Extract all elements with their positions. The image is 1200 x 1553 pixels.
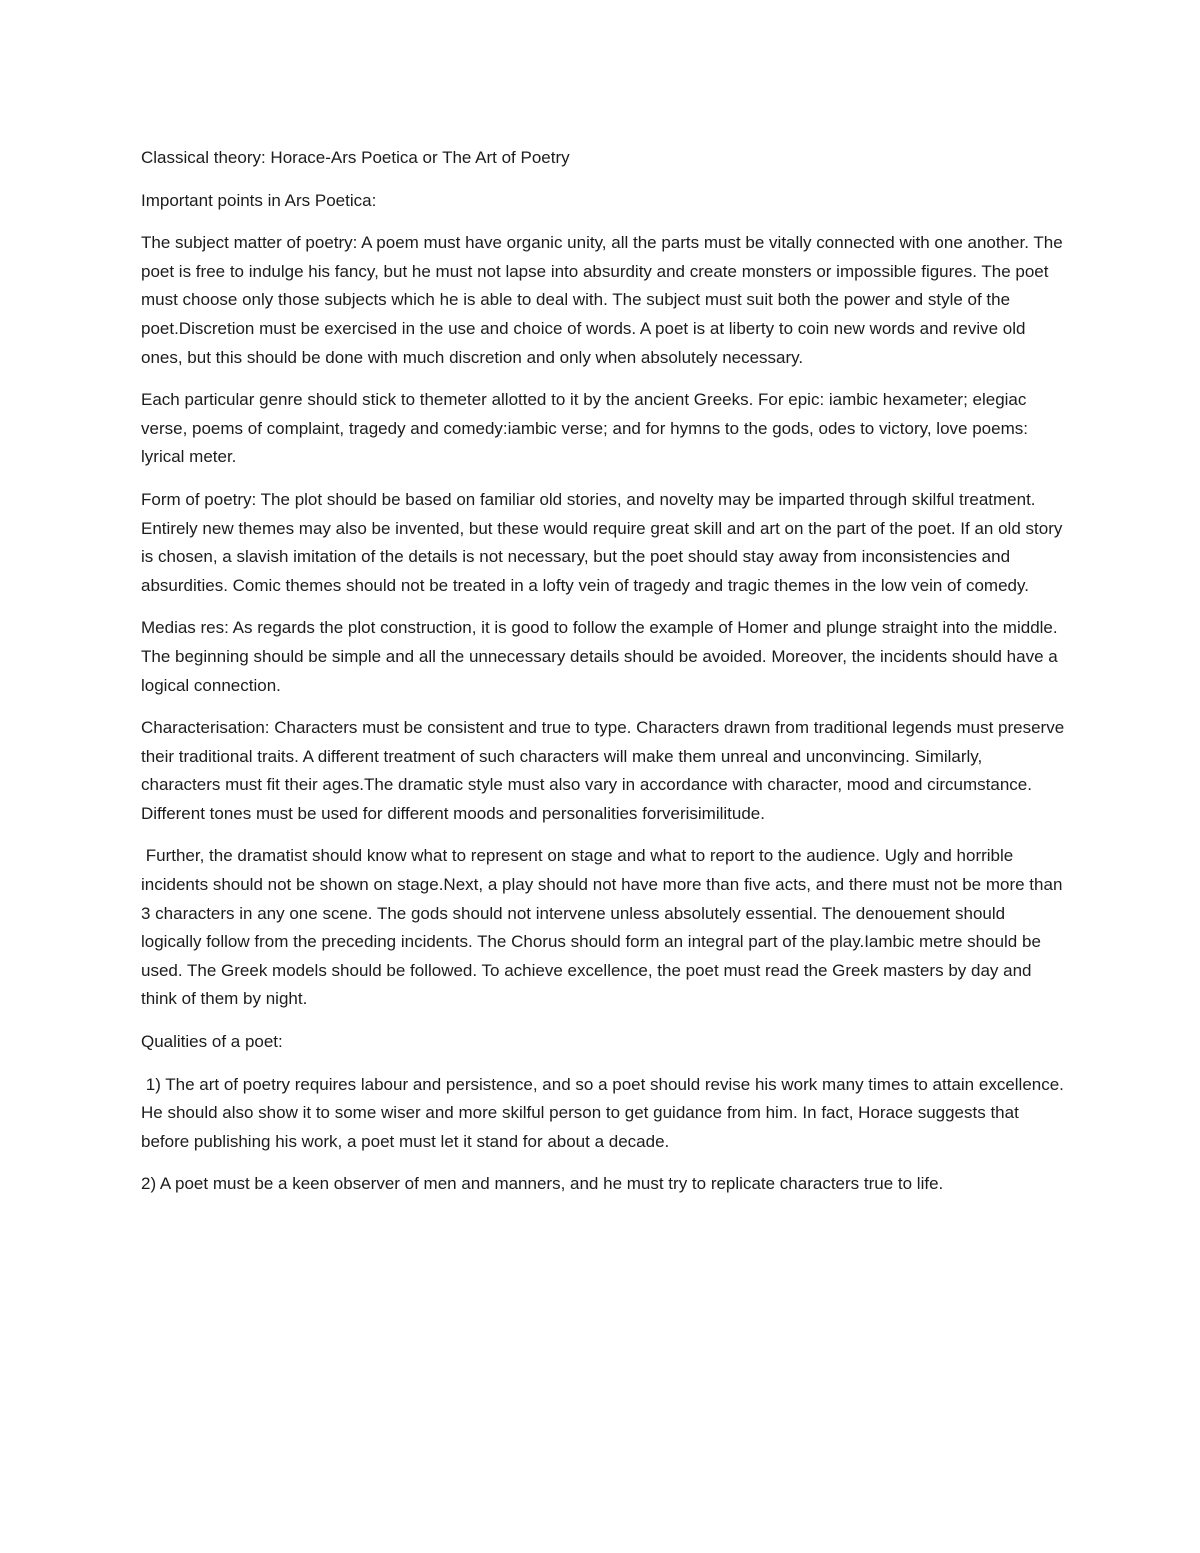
qualities-heading: Qualities of a poet: — [141, 1032, 283, 1052]
paragraph-medias-res: Medias res: As regards the plot construction, it is good to follow the example of Homer and plunge straight into the middle. The beginning should be simple and all the unnecessary details should be avoided. Moreover, the incidents should have a logical connection. — [141, 618, 1058, 695]
document-subtitle: Important points in Ars Poetica: — [141, 190, 377, 210]
paragraph-quality-2: 2) A poet must be a keen observer of men and manners, and he must try to replicate characters true to life. — [141, 1174, 944, 1194]
paragraph-characterisation: Characterisation: Characters must be consistent and true to type. Characters drawn from traditional legends must preserve their traditional traits. A different treatment of such characters will make them unreal and unconvincing. Similarly, characters must fit their ages.The dramatic style must also vary in accordance with character, mood and circumstance. Different tones must be used for different moods and personalities forverisimilitude. — [141, 718, 1065, 823]
paragraph-genre: Each particular genre should stick to themeter allotted to it by the ancient Greeks. For epic: iambic hexameter; elegiac verse, poems of complaint, tragedy and comedy:iambic verse; and for hymns to the gods, odes to victory, love poems: lyrical meter. — [141, 390, 1028, 467]
paragraph-quality-1: 1) The art of poetry requires labour and persistence, and so a poet should revise his work many times to attain excellence. He should also show it to some wiser and more skilful person to get guidance from him. In fact, Horace suggests that before publishing his work, a poet must let it stand for about a decade. — [141, 1074, 1069, 1151]
document-body — [141, 144, 1069, 1213]
paragraph-subject-matter: The subject matter of poetry: A poem must have organic unity, all the parts must be vitally connected with one another. The poet is free to indulge his fancy, but he must not lapse into absurdity and create monsters or impossible figures. The poet must choose only those subjects which he is able to deal with. The subject must suit both the power and style of the poet.Discretion must be exercised in the use and choice of words. A poet is at liberty to coin new words and revive old ones, but this should be done with much discretion and only when absolutely necessary. — [141, 233, 1063, 367]
document-title: Classical theory: Horace-Ars Poetica or The Art of Poetry — [141, 148, 570, 167]
paragraph-dramatist: Further, the dramatist should know what to represent on stage and what to report to the audience. Ugly and horrible incidents should not be shown on stage.Next, a play should not have more than five acts, and there must not be more than 3 characters in any one scene. The gods should not intervene unless absolutely essential. The denouement should logically follow from the preceding incidents. The Chorus should form an integral part of the play.Iambic metre should be used. The Greek models should be followed. To achieve excellence, the poet must read the Greek masters by day and think of them by night. — [141, 846, 1068, 1009]
paragraph-form: Form of poetry: The plot should be based on familiar old stories, and novelty may be imparted through skilful treatment. Entirely new themes may also be invented, but these would require great skill and art on the part of the poet. If an old story is chosen, a slavish imitation of the details is not necessary, but the poet should stay away from inconsistencies and absurdities. Comic themes should not be treated in a lofty vein of tragedy and tragic themes in the low vein of comedy. — [141, 489, 1063, 595]
